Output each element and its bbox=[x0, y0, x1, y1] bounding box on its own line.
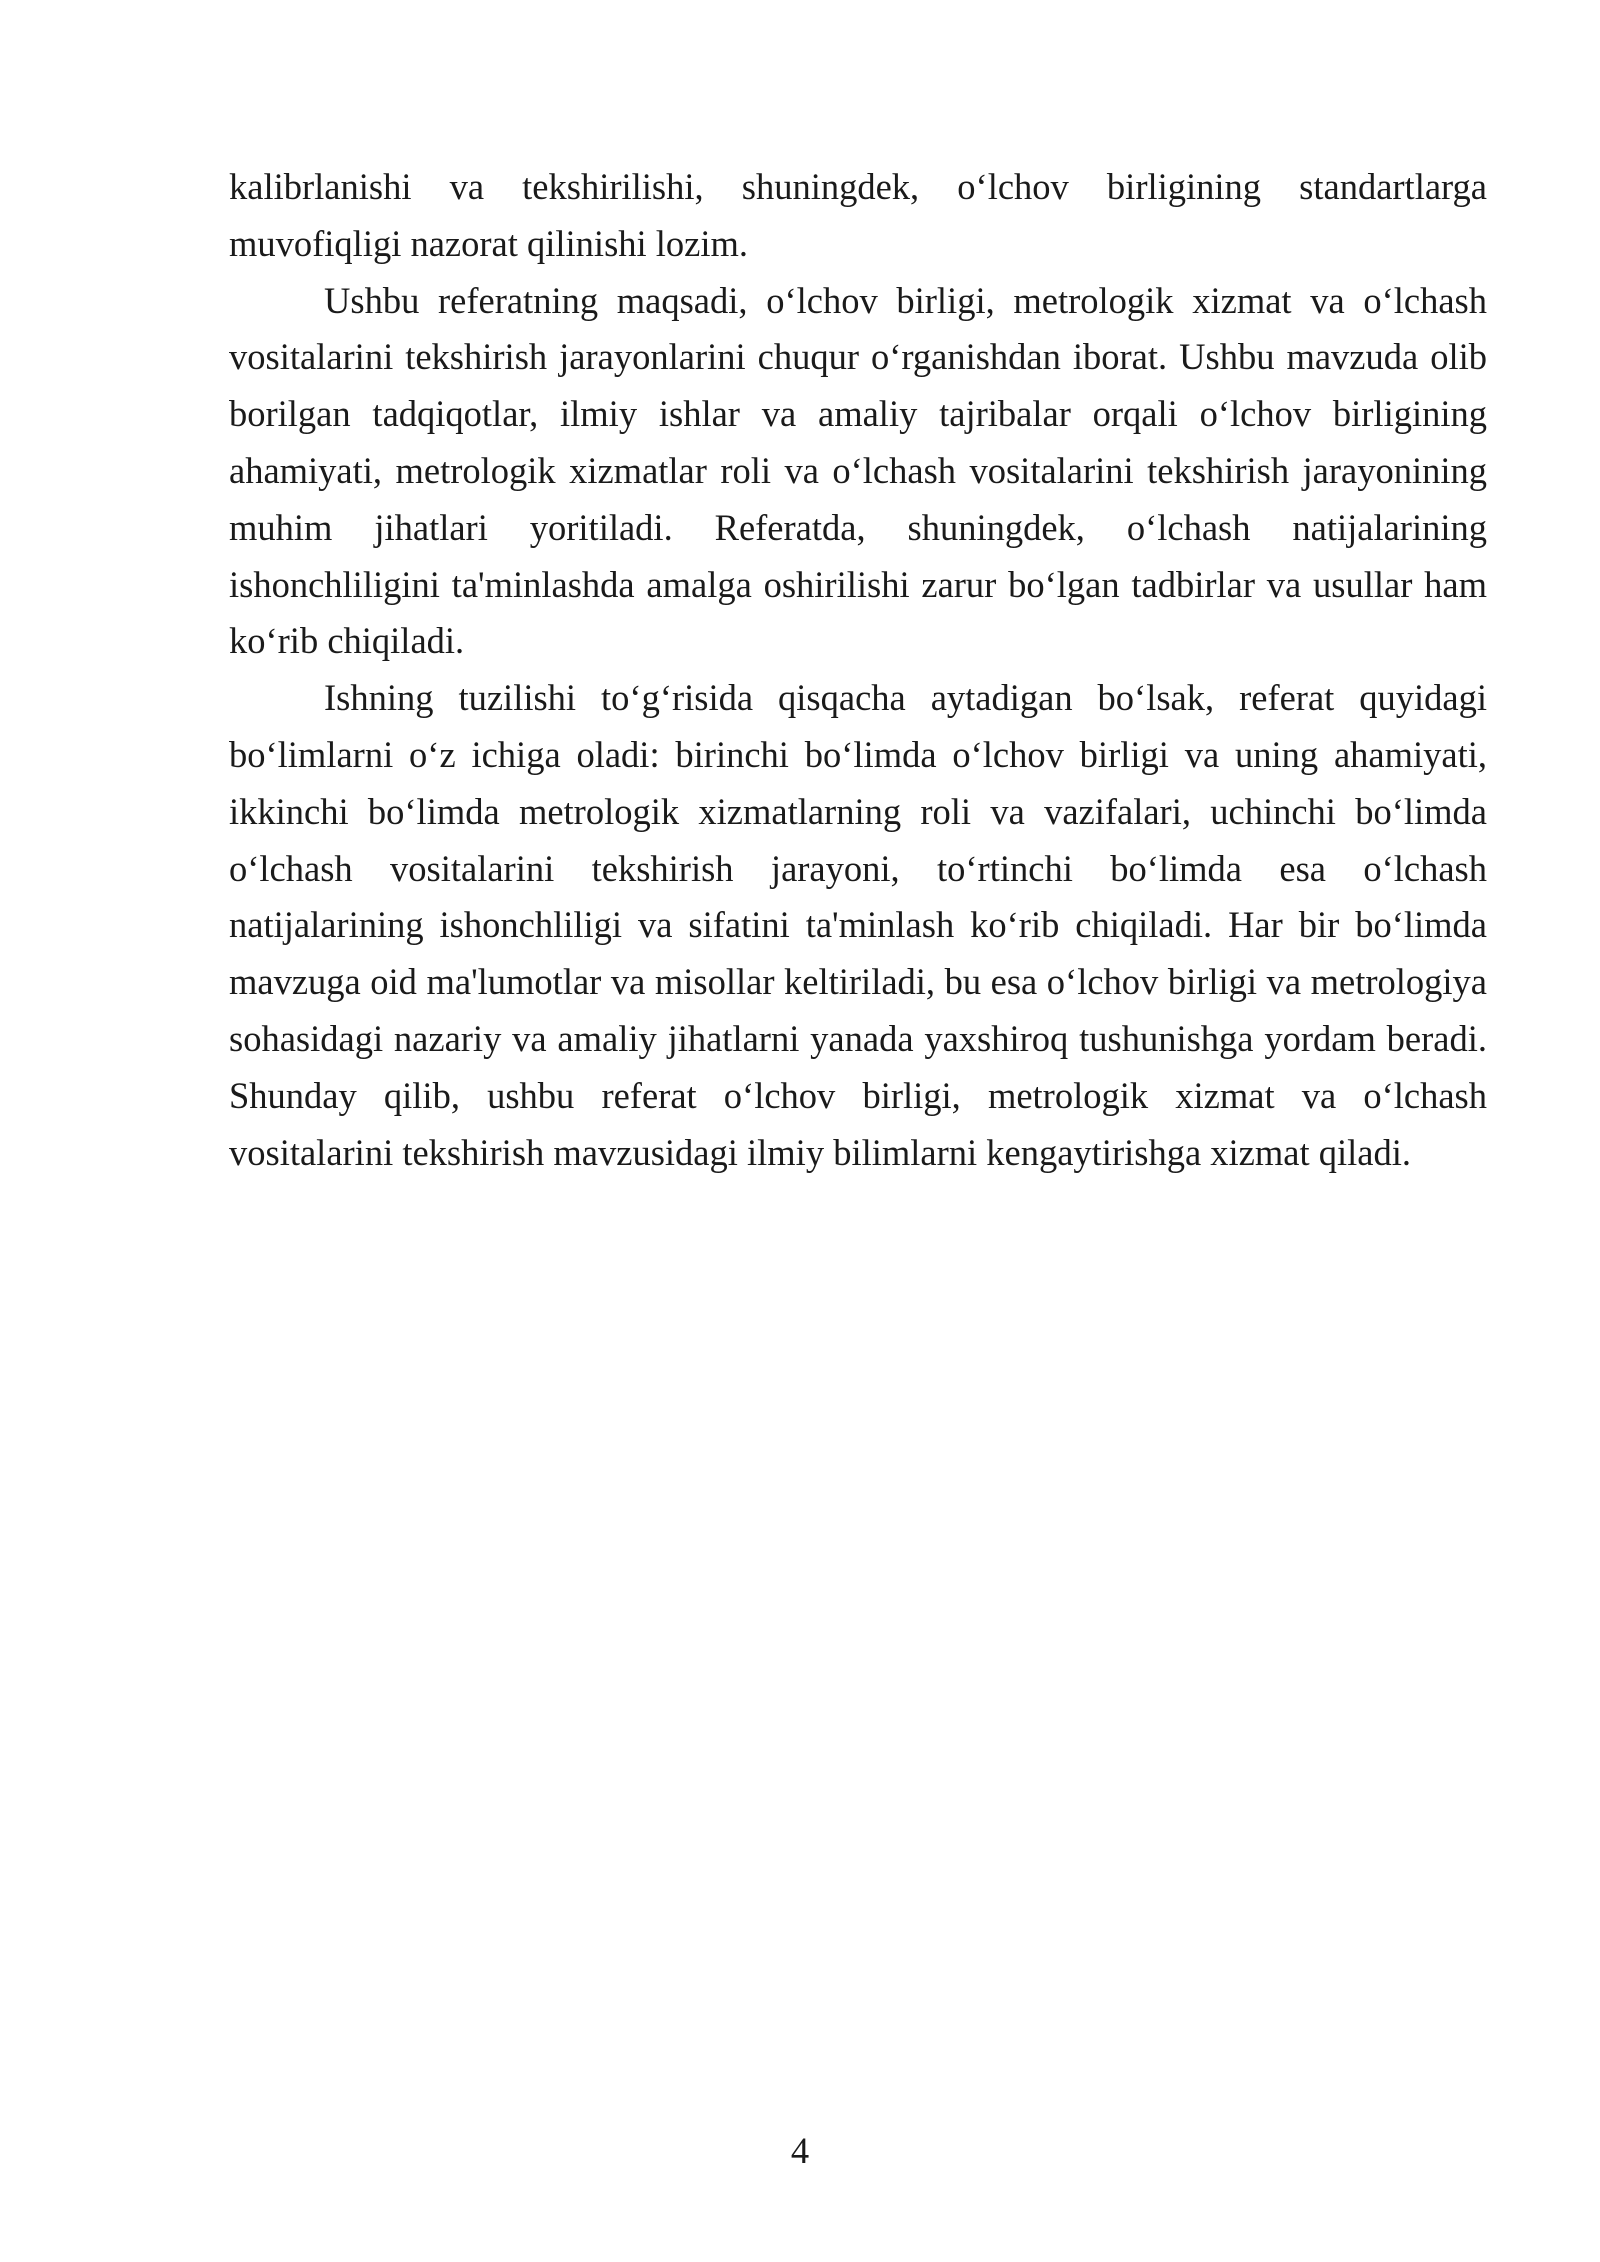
paragraph-purpose: Ushbu referatning maqsadi, o‘lchov birligi, metrologik xizmat va o‘lchash vositalarini tekshirish jarayonlarini chuqur o‘rganishdan iborat. Ushbu mavzuda olib borilgan tadqiqotlar, ilmiy ishlar va amaliy tajribalar orqali o‘lchov birligining ahamiyati, metrologik xizmatlar roli va o‘lchash vositalarini tekshirish jarayonining muhim jihatlari yoritiladi. Referatda, shuningdek, o‘lchash natijalarining ishonchliligini ta'minlashda amalga oshirilishi zarur bo‘lgan tadbirlar va usullar ham ko‘rib chiqiladi. bbox=[229, 279, 1487, 662]
body-text bbox=[229, 159, 1487, 1181]
page-number: 4 bbox=[790, 2130, 810, 2171]
paragraph-structure: Ishning tuzilishi to‘g‘risida qisqacha aytadigan bo‘lsak, referat quyidagi bo‘limlarni o‘z ichiga oladi: birinchi bo‘limda o‘lchov birligi va uning ahamiyati, ikkinchi bo‘limda metrologik xizmatlarning roli va vazifalari, uchinchi bo‘limda o‘lchash vositalarini tekshirish jarayoni, to‘rtinchi bo‘limda esa o‘lchash natijalarining ishonchliligi va sifatini ta'minlash ko‘rib chiqiladi. Har bir bo‘limda mavzuga oid ma'lumotlar va misollar keltiriladi, bu esa o‘lchov birligi va metrologiya sohasidagi nazariy va amaliy jihatlarni yanada yaxshiroq tushunishga yordam beradi. Shunday qilib, ushbu referat o‘lchov birligi, metrologik xizmat va o‘lchash vositalarini tekshirish mavzusidagi ilmiy bilimlarni kengaytirishga xizmat qiladi. bbox=[229, 677, 1487, 1173]
paragraph-continuation: kalibrlanishi va tekshirilishi, shuningdek, o‘lchov birligining standartlarga muvofiqligi nazorat qilinishi lozim. bbox=[229, 166, 1487, 264]
